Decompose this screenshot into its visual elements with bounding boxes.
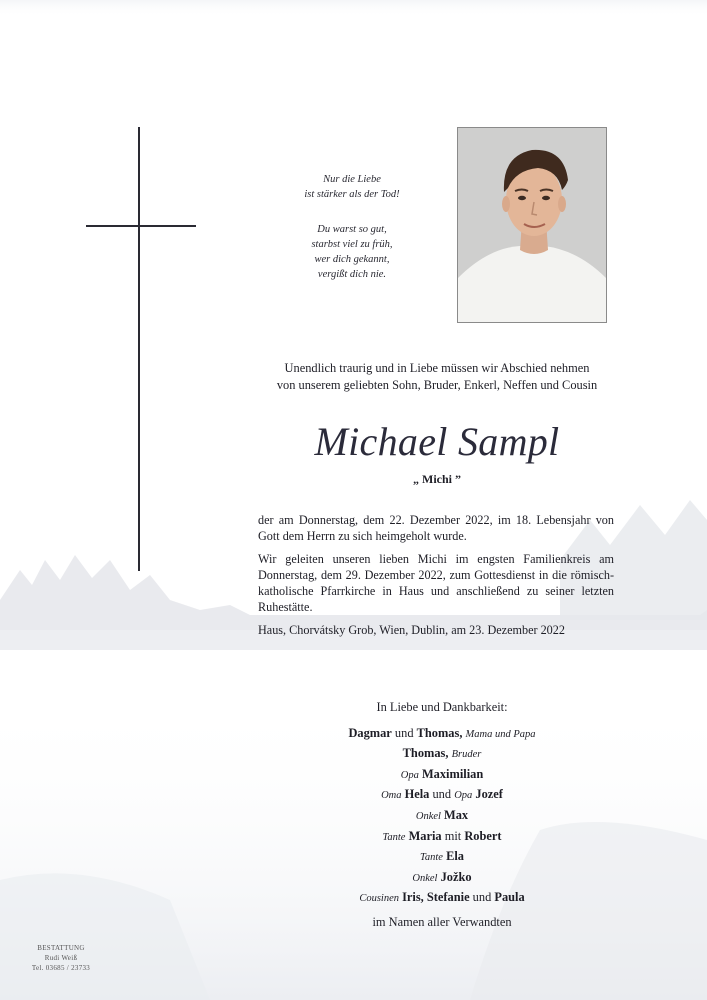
- poem-line: starbst viel zu früh,: [311, 239, 393, 250]
- paragraph-text: Wir geleiten unseren lieben Michi im engsten Familienkreis am Donnerstag, dem 29. Dezember 2022, zum Gottesdienst in die römisch-katholische Pfarrkirche in Haus und anschließend zu seiner letzten Ruhestätte.: [258, 552, 614, 614]
- mourner-name: Maria: [408, 828, 442, 843]
- funeral-home-stamp: [24, 943, 98, 973]
- stamp-line: Rudi Weiß: [44, 954, 78, 962]
- relation: Bruder: [451, 749, 482, 761]
- relation: Oma: [381, 790, 402, 802]
- intro-line: Unendlich traurig und in Liebe müssen wir Abschied nehmen: [284, 361, 590, 375]
- mourner-row: [252, 765, 632, 786]
- mourner-row: [252, 785, 632, 806]
- intro-line: von unserem geliebten Sohn, Bruder, Enkerl, Neffen und Cousin: [276, 378, 598, 392]
- connector: und: [394, 725, 414, 740]
- mourner-name: Thomas,: [416, 725, 463, 740]
- paragraph-text: Haus, Chorvátsky Grob, Wien, Dublin, am 23. Dezember 2022: [258, 623, 565, 637]
- connector: und: [472, 890, 492, 905]
- connector: und: [432, 787, 452, 802]
- relation: Onkel: [412, 872, 438, 884]
- poem-line: Du warst so gut,: [317, 224, 387, 235]
- mourner-name: Dagmar: [348, 725, 392, 740]
- mourner-name: Stefanie: [426, 890, 470, 905]
- mourner-name: Jozef: [475, 787, 503, 802]
- intro-text: [252, 360, 622, 394]
- relation: Mama und Papa: [465, 728, 536, 740]
- closing-line: im Namen aller Verwandten: [372, 914, 512, 929]
- mourner-name: Maximilian: [421, 766, 484, 781]
- relation: Cousinen: [359, 893, 399, 905]
- relation: Opa: [400, 769, 419, 781]
- mourner-row: [252, 847, 632, 868]
- nickname: „ Michi ”: [413, 472, 461, 486]
- mourner-name: Max: [444, 807, 469, 822]
- relation: Opa: [454, 790, 473, 802]
- poem-memory: [252, 222, 452, 282]
- mourner-name: Thomas,: [402, 746, 449, 761]
- mourner-row: [252, 724, 632, 745]
- poem-line: wer dich gekannt,: [314, 254, 390, 265]
- funeral-paragraph: [258, 551, 614, 615]
- cross-vertical-beam: [138, 127, 140, 571]
- mourner-row: [252, 806, 632, 827]
- mourner-row: [252, 744, 632, 765]
- relation: Tante: [420, 852, 443, 864]
- poem-line: vergißt dich nie.: [317, 269, 387, 280]
- mourners-list: [252, 698, 632, 932]
- poem-love: [252, 172, 452, 202]
- deceased-name: Michael Sampl: [314, 419, 560, 464]
- mourner-row: [252, 868, 632, 889]
- stamp-line: Tel. 03685 / 23733: [31, 964, 91, 972]
- relation: Tante: [382, 831, 406, 843]
- mourner-name: Paula: [494, 890, 525, 905]
- relation: Onkel: [415, 810, 441, 822]
- paragraph-text: der am Donnerstag, dem 22. Dezember 2022, im 18. Lebensjahr von Gott dem Herrn zu sich heimgeholt wurde.: [258, 513, 614, 543]
- mourner-name: Jožko: [440, 869, 472, 884]
- portrait-photo: [457, 127, 607, 323]
- mourner-name: Iris,: [402, 890, 424, 905]
- mourner-name: Robert: [464, 828, 502, 843]
- connector: mit: [444, 828, 462, 843]
- mourner-row: [252, 827, 632, 848]
- death-notice-paragraph: [258, 512, 614, 544]
- thanks-heading: In Liebe und Dankbarkeit:: [376, 700, 508, 714]
- mourner-name: Hela: [404, 787, 430, 802]
- poem-line: ist stärker als der Tod!: [304, 189, 400, 200]
- stamp-line: BESTATTUNG: [37, 944, 85, 952]
- mourner-row: [252, 888, 632, 909]
- mourner-name: Ela: [446, 849, 464, 864]
- poem-line: Nur die Liebe: [323, 174, 381, 185]
- cross-horizontal-beam: [86, 225, 196, 227]
- place-date-line: [258, 622, 614, 638]
